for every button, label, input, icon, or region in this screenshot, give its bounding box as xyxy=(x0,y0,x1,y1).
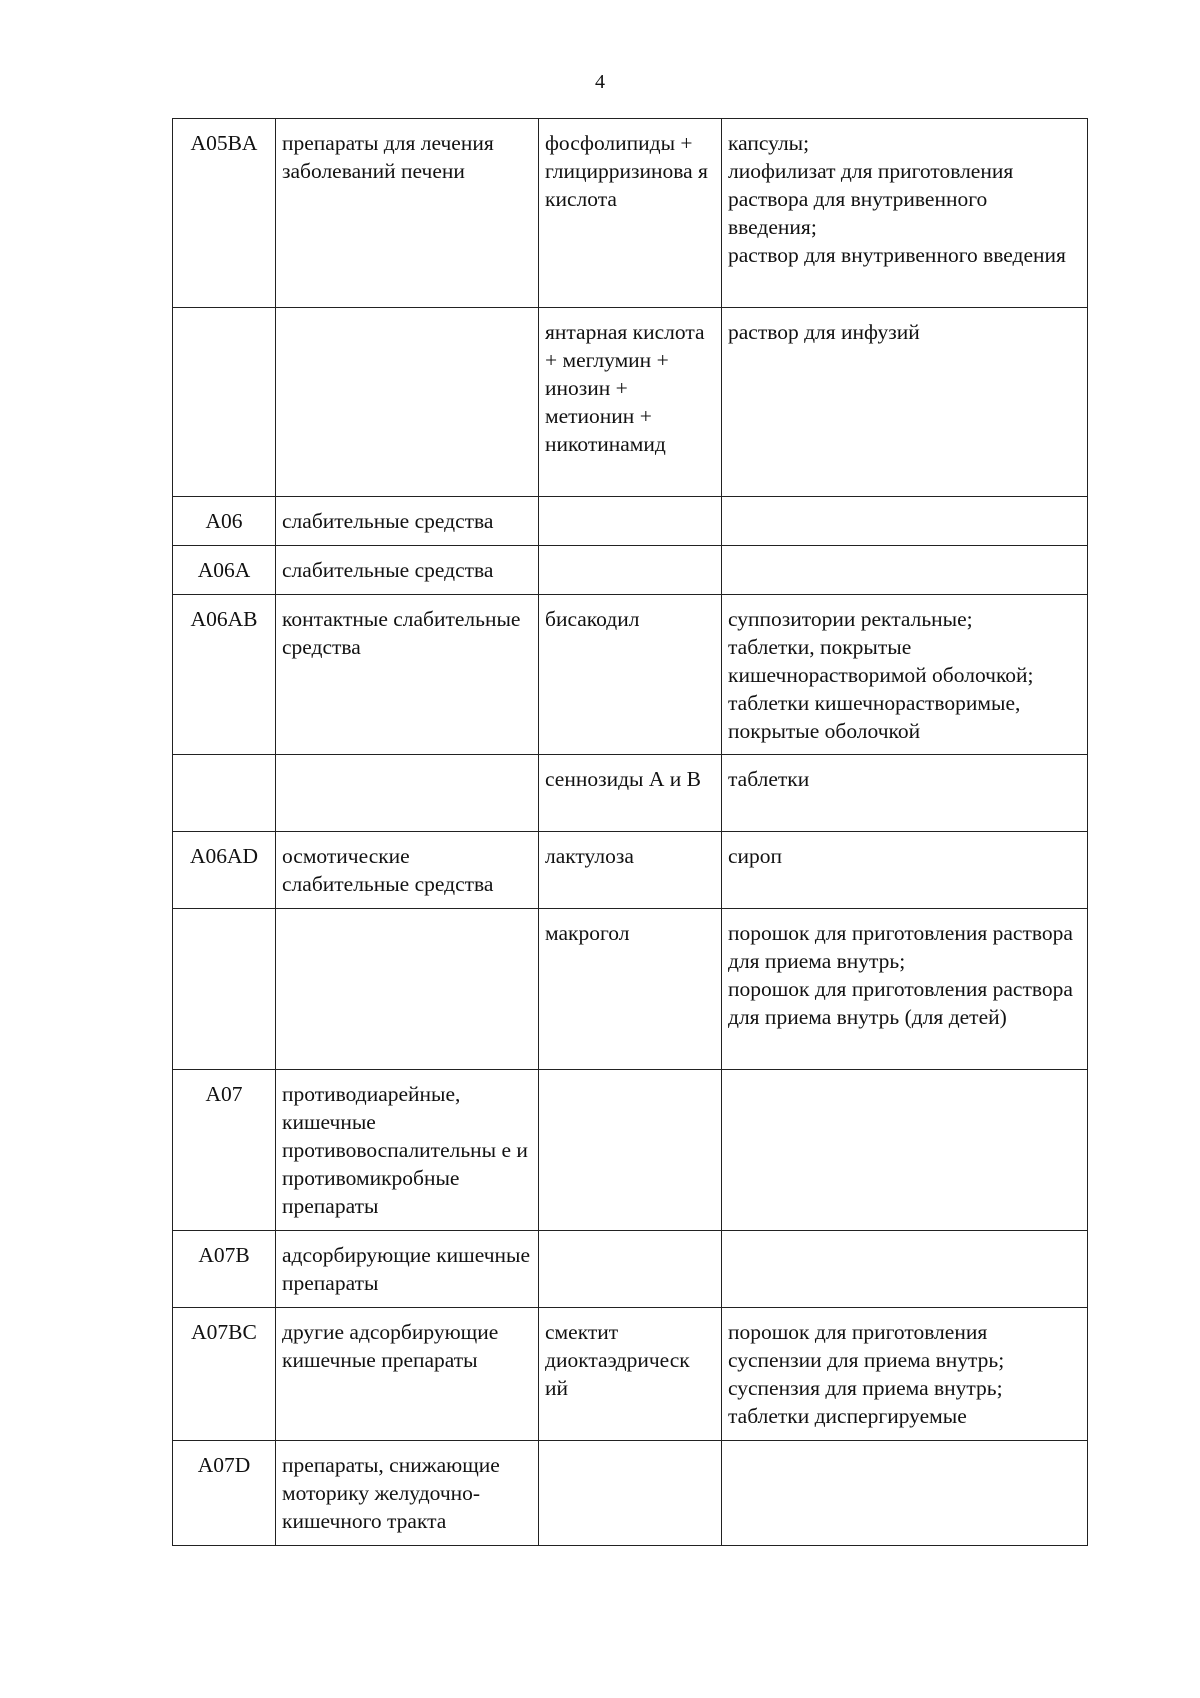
group-cell xyxy=(276,308,539,497)
group-cell: препараты для лечения заболеваний печени xyxy=(276,119,539,308)
dosage-form: суспензия для приема внутрь; xyxy=(728,1376,1003,1400)
table-row xyxy=(173,595,1088,755)
group-cell: контактные слабительные средства xyxy=(276,595,539,755)
dosage-form: таблетки диспергируемые xyxy=(728,1404,967,1428)
substance-cell: макрогол xyxy=(539,909,722,1070)
table-row xyxy=(173,1231,1088,1308)
substance-cell: бисакодил xyxy=(539,595,722,755)
dosage-form: порошок для приготовления раствора для приема внутрь (для детей) xyxy=(728,977,1073,1029)
table-row xyxy=(173,1308,1088,1441)
group-cell: слабительные средства xyxy=(276,546,539,595)
substance-cell xyxy=(539,1070,722,1231)
dosage-form: порошок для приготовления суспензии для приема внутрь; xyxy=(728,1320,1005,1372)
table-row xyxy=(173,832,1088,909)
dosage-form: таблетки кишечнорастворимые, покрытые оболочкой xyxy=(728,691,1021,743)
dosage-forms-cell xyxy=(722,1308,1088,1441)
table-row xyxy=(173,755,1088,832)
table-row xyxy=(173,497,1088,546)
table-row xyxy=(173,308,1088,497)
dosage-forms-cell xyxy=(722,1231,1088,1308)
group-cell: препараты, снижающие моторику желудочно-кишечного тракта xyxy=(276,1441,539,1546)
dosage-forms-cell xyxy=(722,909,1088,1070)
dosage-form: лиофилизат для приготовления раствора для внутривенного введения; xyxy=(728,159,1014,239)
table-row xyxy=(173,119,1088,308)
group-cell xyxy=(276,909,539,1070)
dosage-forms-cell xyxy=(722,1070,1088,1231)
dosage-forms-cell xyxy=(722,755,1088,832)
atc-code-cell: A05BA xyxy=(173,119,276,308)
dosage-form: порошок для приготовления раствора для приема внутрь; xyxy=(728,921,1073,973)
substance-cell: лактулоза xyxy=(539,832,722,909)
group-cell xyxy=(276,755,539,832)
substance-cell: смектит диоктаэдрическ ий xyxy=(539,1308,722,1441)
dosage-forms-cell xyxy=(722,497,1088,546)
dosage-forms-cell xyxy=(722,832,1088,909)
dosage-forms-cell xyxy=(722,119,1088,308)
group-cell: слабительные средства xyxy=(276,497,539,546)
atc-code-cell xyxy=(173,308,276,497)
table-row xyxy=(173,909,1088,1070)
dosage-form: раствор для внутривенного введения xyxy=(728,243,1066,267)
group-cell: противодиарейные, кишечные противовоспалительны е и противомикробные препараты xyxy=(276,1070,539,1231)
substance-cell xyxy=(539,497,722,546)
page-number: 4 xyxy=(595,71,605,93)
atc-code-cell xyxy=(173,755,276,832)
table-row xyxy=(173,1441,1088,1546)
drug-list-table xyxy=(172,118,1088,1546)
atc-code-cell: A07B xyxy=(173,1231,276,1308)
atc-code-cell: A07 xyxy=(173,1070,276,1231)
group-cell: другие адсорбирующие кишечные препараты xyxy=(276,1308,539,1441)
dosage-forms-cell xyxy=(722,546,1088,595)
atc-code-cell: A06A xyxy=(173,546,276,595)
dosage-form: таблетки xyxy=(728,767,810,791)
substance-cell: янтарная кислота + меглумин + инозин + метионин + никотинамид xyxy=(539,308,722,497)
substance-cell: фосфолипиды + глицирризинова я кислота xyxy=(539,119,722,308)
substance-cell: сеннозиды А и В xyxy=(539,755,722,832)
substance-cell xyxy=(539,1441,722,1546)
dosage-form: капсулы; xyxy=(728,131,810,155)
atc-code-cell: A07D xyxy=(173,1441,276,1546)
dosage-forms-cell xyxy=(722,308,1088,497)
group-cell: осмотические слабительные средства xyxy=(276,832,539,909)
dosage-forms-cell xyxy=(722,595,1088,755)
dosage-forms-cell xyxy=(722,1441,1088,1546)
atc-code-cell: A06AB xyxy=(173,595,276,755)
atc-code-cell xyxy=(173,909,276,1070)
atc-code-cell: A06 xyxy=(173,497,276,546)
table-row xyxy=(173,546,1088,595)
substance-cell xyxy=(539,1231,722,1308)
substance-cell xyxy=(539,546,722,595)
dosage-form: таблетки, покрытые кишечнорастворимой оболочкой; xyxy=(728,635,1034,687)
dosage-form: суппозитории ректальные; xyxy=(728,607,973,631)
table-row xyxy=(173,1070,1088,1231)
atc-code-cell: A07BC xyxy=(173,1308,276,1441)
dosage-form: сироп xyxy=(728,844,783,868)
atc-code-cell: A06AD xyxy=(173,832,276,909)
group-cell: адсорбирующие кишечные препараты xyxy=(276,1231,539,1308)
dosage-form: раствор для инфузий xyxy=(728,320,920,344)
